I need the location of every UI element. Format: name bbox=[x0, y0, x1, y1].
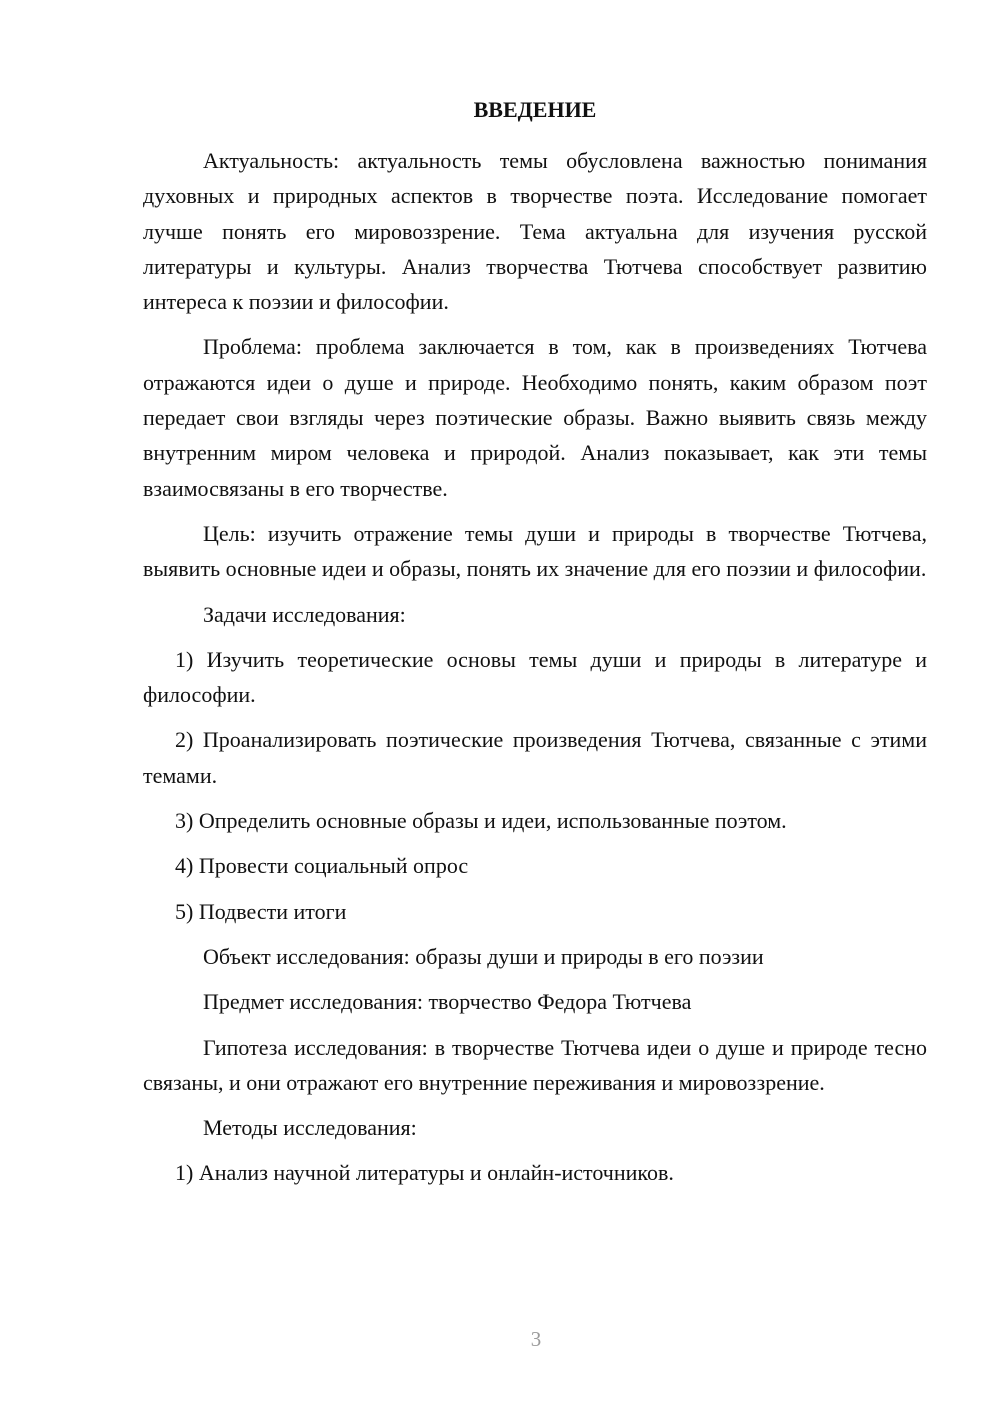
tasks-heading: Задачи исследования: bbox=[203, 601, 406, 627]
task-item-2: 2) Проанализировать поэтические произведения Тютчева, связанные с этими темами. bbox=[143, 727, 927, 788]
task-item-1: 1) Изучить теоретические основы темы души и природы в литературе и философии. bbox=[143, 646, 927, 708]
object-paragraph: Объект исследования: образы души и природы в его поэзии bbox=[203, 943, 764, 969]
page-title: ВВЕДЕНИЕ bbox=[473, 97, 597, 122]
task-item-5: 5) Подвести итоги bbox=[175, 898, 347, 924]
page-number: 3 bbox=[530, 1327, 542, 1351]
document-page bbox=[143, 92, 927, 1201]
method-item-1: 1) Анализ научной литературы и онлайн-источников. bbox=[175, 1160, 674, 1186]
relevance-paragraph: Актуальность: актуальность темы обусловлена важностью понимания духовных и природных аспектов в творчестве поэта. Исследование помогает лучше понять его мировоззрение. Тема актуальна для изучения русской литературы и культуры. Анализ творчества Тютчева способствует развитию интереса к поэзии и философии. bbox=[143, 148, 927, 315]
methods-heading: Методы исследования: bbox=[203, 1115, 417, 1141]
subject-paragraph: Предмет исследования: творчество Федора Тютчева bbox=[203, 989, 692, 1015]
task-item-4: 4) Провести социальный опрос bbox=[175, 853, 469, 879]
task-item-3: 3) Определить основные образы и идеи, использованные поэтом. bbox=[175, 808, 787, 834]
problem-paragraph: Проблема: проблема заключается в том, как в произведениях Тютчева отражаются идеи о душе и природе. Необходимо понять, каким образом поэт передает свои взгляды через поэтические образы. Важно выявить связь между внутренним миром человека и природой. Анализ показывает, как эти темы взаимосвязаны в его творчестве. bbox=[143, 334, 927, 501]
hypothesis-paragraph: Гипотеза исследования: в творчестве Тютчева идеи о душе и природе тесно связаны, и они отражают его внутренние переживания и мировоззрение. bbox=[143, 1034, 927, 1095]
goal-paragraph: Цель: изучить отражение темы души и природы в творчестве Тютчева, выявить основные идеи и образы, понять их значение для его поэзии и философии. bbox=[143, 520, 927, 582]
